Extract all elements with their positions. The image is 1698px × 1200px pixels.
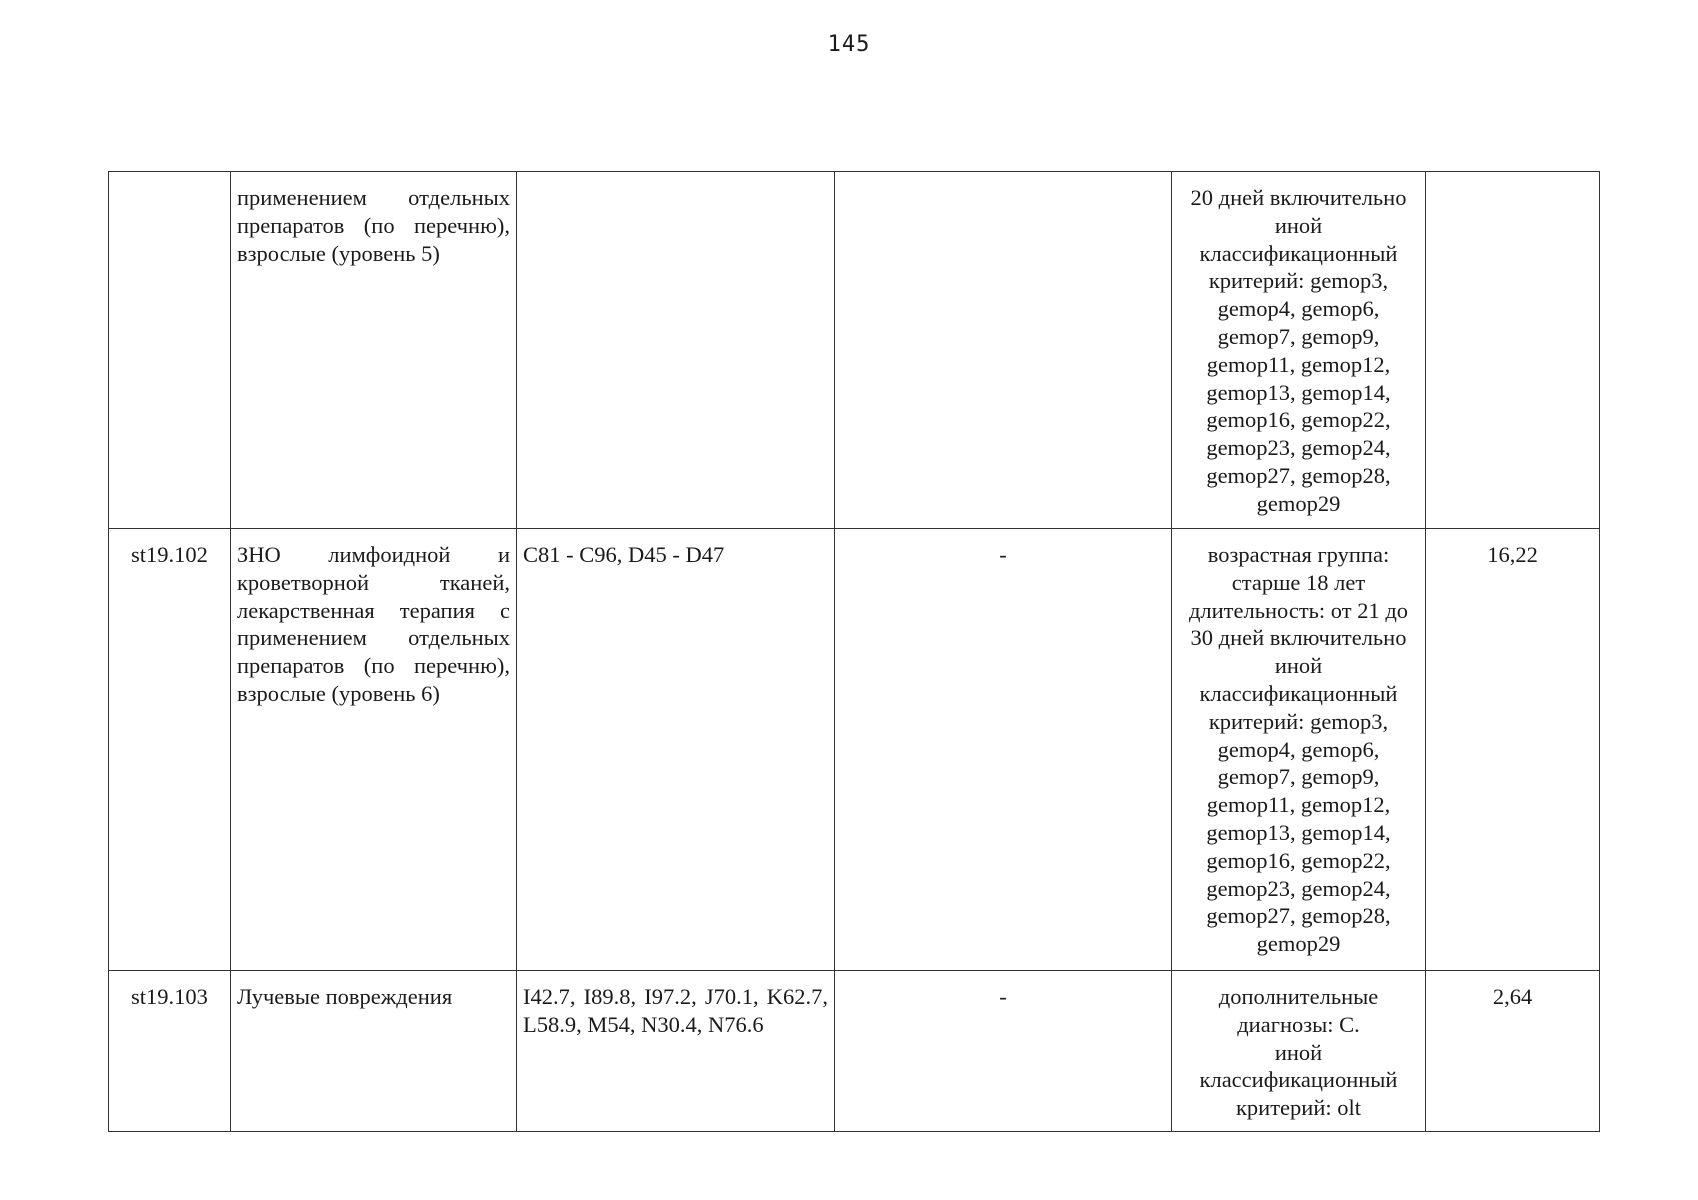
criteria-line: gemop29: [1256, 931, 1341, 957]
criteria-line: диагнозы: C.: [1237, 1011, 1360, 1037]
cell-coefficient: 16,22: [1426, 529, 1600, 971]
cell-code: st19.103: [109, 971, 231, 1132]
criteria-line: классификационный: [1199, 240, 1398, 266]
cell-operation-codes: -: [835, 971, 1172, 1132]
cell-code: st19.102: [109, 529, 231, 971]
criteria-line: 20 дней включительно: [1190, 185, 1407, 210]
criteria-line: критерий: gemop3,: [1208, 268, 1389, 294]
criteria-line: gemop27, gemop28,: [1206, 462, 1391, 488]
table-row: [109, 971, 1600, 1132]
cell-mkb-codes: I42.7, I89.8, I97.2, J70.1, K62.7, L58.9, M54, N30.4, N76.6: [517, 971, 835, 1132]
cell-criteria: [1172, 971, 1426, 1132]
criteria-line: возрастная группа:: [1207, 542, 1390, 567]
criteria-line: gemop27, gemop28,: [1206, 903, 1391, 929]
cell-criteria: [1172, 172, 1426, 529]
cell-name: ЗНО лимфоидной и кроветворной тканей, лекарственная терапия с применением отдельных препаратов (по перечню), взрослые (уровень 6): [231, 529, 517, 971]
criteria-line: 30 дней включительно: [1190, 625, 1407, 651]
criteria-line: gemop16, gemop22,: [1206, 407, 1391, 433]
criteria-line: иной: [1274, 653, 1323, 679]
cell-operation-codes: -: [835, 529, 1172, 971]
cell-coefficient: 2,64: [1426, 971, 1600, 1132]
criteria-line: gemop23, gemop24,: [1206, 435, 1391, 461]
tariff-table: [108, 171, 1600, 1132]
criteria-line: gemop7, gemop9,: [1217, 764, 1380, 790]
criteria-line: gemop23, gemop24,: [1206, 875, 1391, 901]
cell-mkb-codes: C81 - C96, D45 - D47: [517, 529, 835, 971]
cell-criteria: [1172, 529, 1426, 971]
criteria-line: иной: [1274, 1039, 1323, 1065]
page-number: 145: [827, 32, 871, 57]
criteria-line: старше 18 лет: [1231, 569, 1366, 595]
criteria-line: критерий: olt: [1235, 1095, 1361, 1121]
criteria-line: длительность: от 21 до: [1188, 597, 1409, 623]
criteria-line: классификационный: [1199, 680, 1398, 706]
criteria-line: gemop13, gemop14,: [1206, 819, 1391, 845]
criteria-line: gemop13, gemop14,: [1206, 379, 1391, 405]
criteria-line: gemop7, gemop9,: [1217, 323, 1380, 349]
criteria-line: gemop11, gemop12,: [1206, 792, 1391, 818]
cell-mkb-codes: [517, 172, 835, 529]
criteria-line: иной: [1274, 212, 1323, 238]
criteria-line: gemop29: [1256, 490, 1341, 516]
cell-code: [109, 172, 231, 529]
table-row: [109, 529, 1600, 971]
criteria-line: классификационный: [1199, 1067, 1398, 1093]
criteria-line: gemop16, gemop22,: [1206, 847, 1391, 873]
cell-coefficient: [1426, 172, 1600, 529]
cell-name: Лучевые повреждения: [231, 971, 517, 1132]
criteria-line: gemop4, gemop6,: [1217, 736, 1380, 762]
table-row: [109, 172, 1600, 529]
criteria-line: критерий: gemop3,: [1208, 708, 1389, 734]
cell-name: применением отдельных препаратов (по перечню), взрослые (уровень 5): [231, 172, 517, 529]
cell-operation-codes: [835, 172, 1172, 529]
criteria-line: дополнительные: [1218, 984, 1379, 1009]
criteria-line: gemop4, gemop6,: [1217, 296, 1380, 322]
criteria-line: gemop11, gemop12,: [1206, 351, 1391, 377]
